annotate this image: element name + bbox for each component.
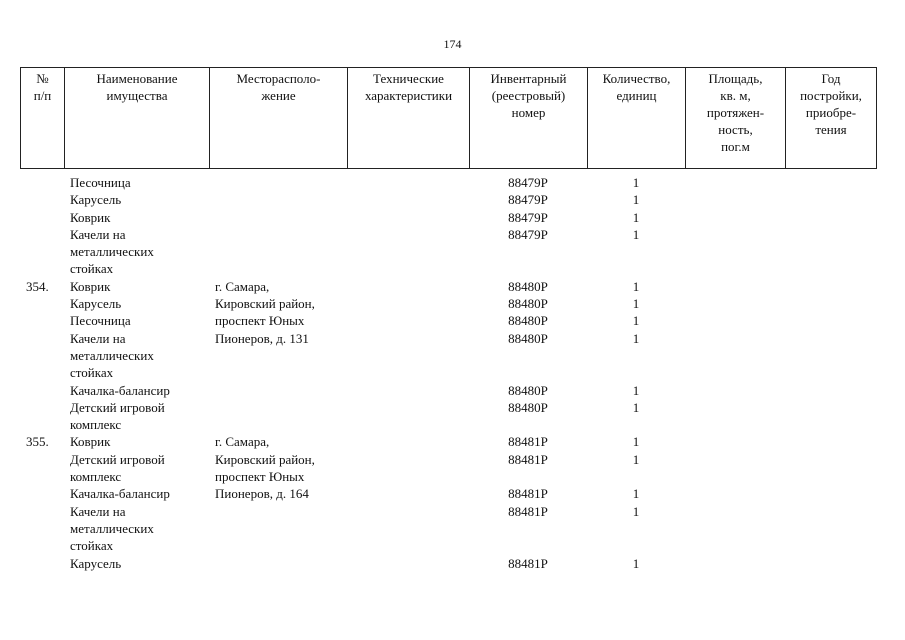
item-tech-specs [347,555,469,572]
item-location: Пионеров, д. 164 [215,486,309,502]
row-number [20,295,64,312]
item-tech-specs [347,330,469,382]
header-quantity: Количество, единиц [588,68,686,169]
item-inventory-number: 88481Р [508,434,548,450]
table-row [20,191,876,208]
item-name: Качели на металлических стойках [70,330,154,381]
table-row [20,399,876,434]
item-name: Песочница [70,313,131,329]
item-year [785,295,876,312]
item-inventory-number: 88480Р [508,382,548,398]
item-location [209,382,347,399]
header-number: № п/п [21,68,65,169]
item-tech-specs [347,278,469,295]
item-name: Качели на металлических стойках [70,503,154,554]
item-quantity: 1 [632,313,640,329]
item-name: Карусель [70,192,122,208]
table-row [20,278,876,295]
table-row [20,433,876,450]
row-number [20,382,64,399]
item-tech-specs [347,209,469,226]
item-year [785,503,876,555]
item-tech-specs [347,226,469,278]
page-number: 174 [443,37,462,51]
item-inventory-number: 88480Р [508,399,548,415]
item-area [685,399,785,434]
item-area [685,278,785,295]
item-year [785,382,876,399]
item-area [685,191,785,208]
item-area [685,555,785,572]
item-quantity: 1 [632,296,640,312]
row-number [20,399,64,434]
item-area [685,295,785,312]
item-tech-specs [347,174,469,191]
header-area: Площадь, кв. м, протяжен- ность, пог.м [686,68,786,169]
item-inventory-number: 88479Р [508,175,548,190]
item-area [685,226,785,278]
item-quantity: 1 [632,330,640,346]
item-tech-specs [347,312,469,329]
row-number [20,174,64,191]
item-name: Карусель [70,555,122,571]
item-location: Кировский район, проспект Юных [215,451,315,485]
table-body [20,174,876,572]
table-row [20,555,876,572]
item-inventory-number: 88479Р [508,209,548,225]
item-year [785,191,876,208]
header-tech-specs: Технические характеристики [348,68,470,169]
item-year [785,330,876,382]
item-name: Карусель [70,296,122,312]
item-area [685,174,785,191]
row-number [20,226,64,278]
item-location: Пионеров, д. 131 [215,330,309,346]
item-quantity: 1 [632,226,640,242]
item-area [685,433,785,450]
row-number [20,312,64,329]
item-year [785,174,876,191]
item-year [785,278,876,295]
row-number [20,503,64,555]
item-location [209,174,347,191]
item-inventory-number: 88480Р [508,330,548,346]
item-quantity: 1 [632,486,640,502]
item-quantity: 1 [632,434,640,450]
item-area [685,312,785,329]
item-area [685,485,785,502]
item-quantity: 1 [632,192,640,208]
item-inventory-number: 88479Р [508,192,548,208]
item-location [209,191,347,208]
row-number: 355. [26,434,49,450]
item-inventory-number: 88480Р [508,278,548,294]
item-tech-specs [347,399,469,434]
item-location: проспект Юных [215,313,305,329]
item-location: Кировский район, [215,296,315,312]
header-location: Месторасполо- жение [210,68,348,169]
row-number [20,485,64,502]
item-name: Качели на металлических стойках [70,226,154,277]
table-row [20,330,876,382]
item-tech-specs [347,485,469,502]
item-inventory-number: 88480Р [508,313,548,329]
item-name: Коврик [70,209,111,225]
row-number [20,451,64,486]
table-row [20,209,876,226]
item-location: г. Самара, [215,434,270,450]
item-tech-specs [347,191,469,208]
item-tech-specs [347,295,469,312]
item-tech-specs [347,433,469,450]
item-quantity: 1 [632,503,640,519]
table-row [20,295,876,312]
item-name: Детский игровой комплекс [70,399,165,433]
item-area [685,451,785,486]
item-name: Коврик [70,278,111,294]
item-area [685,209,785,226]
item-name: Песочница [70,175,131,190]
item-inventory-number: 88481Р [508,451,548,467]
item-inventory-number: 88481Р [508,503,548,519]
item-area [685,382,785,399]
header-name: Наименование имущества [65,68,210,169]
table-row [20,503,876,555]
item-location [209,555,347,572]
item-tech-specs [347,451,469,486]
item-inventory-number: 88479Р [508,226,548,242]
item-quantity: 1 [632,451,640,467]
item-name: Качалка-балансир [70,382,170,398]
item-inventory-number: 88480Р [508,296,548,312]
item-quantity: 1 [632,278,640,294]
item-year [785,312,876,329]
table-row [20,485,876,502]
item-quantity: 1 [632,382,640,398]
item-location [209,503,347,555]
item-name: Качалка-балансир [70,486,170,502]
item-tech-specs [347,382,469,399]
row-number [20,330,64,382]
item-location: г. Самара, [215,278,270,294]
item-area [685,503,785,555]
item-year [785,451,876,486]
item-year [785,433,876,450]
table-row [20,382,876,399]
row-number [20,555,64,572]
item-year [785,485,876,502]
item-inventory-number: 88481Р [508,555,548,571]
item-location [209,226,347,278]
header-year: Год постройки, приобре- тения [786,68,877,169]
table-header [20,67,877,169]
table-row [20,174,876,191]
row-number [20,191,64,208]
item-quantity: 1 [632,175,640,190]
item-inventory-number: 88481Р [508,486,548,502]
table-row [20,312,876,329]
item-year [785,226,876,278]
row-number [20,209,64,226]
row-number: 354. [26,278,49,294]
item-year [785,555,876,572]
item-location [209,399,347,434]
item-quantity: 1 [632,209,640,225]
table-row [20,226,876,278]
table-row [20,451,876,486]
item-quantity: 1 [632,555,640,571]
item-name: Коврик [70,434,111,450]
item-year [785,399,876,434]
item-quantity: 1 [632,399,640,415]
item-tech-specs [347,503,469,555]
item-location [209,209,347,226]
header-inventory-number: Инвентарный (реестровый) номер [470,68,588,169]
item-name: Детский игровой комплекс [70,451,165,485]
item-area [685,330,785,382]
item-year [785,209,876,226]
